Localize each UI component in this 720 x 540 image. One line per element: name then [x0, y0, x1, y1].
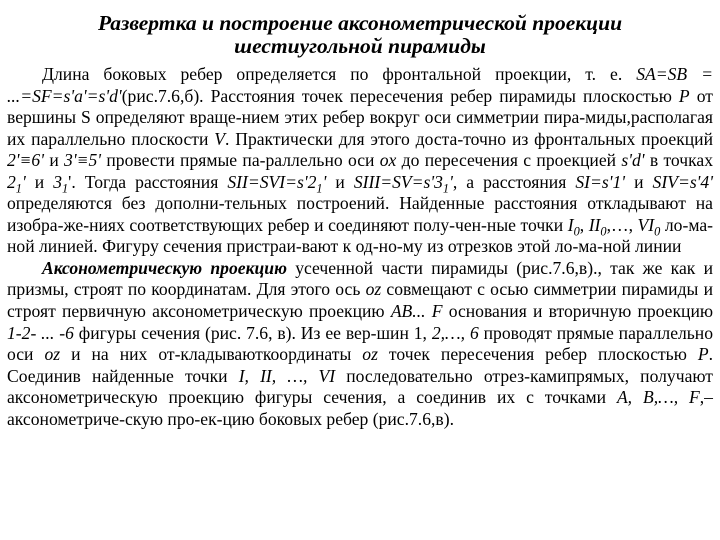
text-span: усеченной части пирамиды (рис.7.6,в)., так же как и призмы, строят по координатам. Для этого ось	[7, 257, 713, 300]
formula-span: '	[449, 171, 453, 192]
subscript: 0	[573, 224, 580, 239]
formula-span: s'd'	[621, 150, 645, 171]
subscript: 0	[654, 224, 661, 239]
text-span: проводят прямые параллельно оси	[7, 322, 714, 365]
text-span: от вершины S определяют враще-нием этих ребер вокруг оси симметрии пира-миды,располагая их параллельно плоскости	[7, 85, 713, 149]
text-span: совмещают с осью симметрии пирамиды и строят первичную аксонометрическую проекцию	[7, 279, 713, 322]
text-span: ло-ма-ной линией. Фигуру сечения пристраи-вают к од-но-му из отрезков этой ло-ма-ной линии	[7, 214, 714, 257]
subscript: 0	[600, 224, 607, 239]
text-span: '. Тогда расстояния	[68, 171, 228, 192]
text-span: . Практически для этого доста-точно из фронтальных проекций	[224, 128, 713, 149]
formula-span: ox	[379, 150, 397, 171]
formula-span: AB... F	[390, 301, 443, 322]
text-span: ,…,	[606, 214, 638, 235]
paragraph-edge-lengths	[7, 64, 713, 258]
formula-span: SII=SVI=s'2	[227, 171, 317, 192]
subscript: 1	[316, 181, 323, 196]
title-line-1: Развертка и построение аксонометрической проекции	[97, 11, 623, 35]
text-span: последовательно отрез-камипрямых, получают аксонометрическую проекцию фигуры сечения, а соединив их с точками	[7, 365, 713, 408]
text-span: , а расстояния	[452, 171, 576, 192]
formula-span: P	[678, 85, 690, 106]
subscript: 1	[62, 181, 69, 196]
text-span: и	[44, 150, 65, 171]
page-title	[0, 0, 720, 58]
formula-span: 2	[7, 171, 16, 192]
formula-span: 2'≡6'	[7, 150, 44, 171]
emphasis-term: Аксонометрическую проекцию	[42, 257, 287, 278]
formula-span: 2,…, 6	[431, 322, 479, 343]
formula-span: P	[697, 344, 709, 365]
text-span: и на них от-кладываюткоординаты	[60, 344, 363, 365]
text-span: фигуры сечения (рис. 7.6, в). Из ее вер-шин 1,	[73, 322, 432, 343]
text-span: определяются без дополни-тельных построений. Найденные расстояния откладывают на изобра-же-ниях соответствующих ребер и соединяют полу-чен-ные точки	[7, 193, 713, 235]
text-span: точек пересечения ребер плоскостью	[377, 344, 698, 365]
text-span: ,– аксонометриче-скую про-ек-цию боковых ребер (рис.7.6,в).	[7, 387, 713, 429]
text-span: и	[25, 171, 54, 192]
body-text	[7, 64, 713, 430]
text-span: (рис.7.6,б). Расстояния точек пересечения ребер пирамиды плоскостью	[121, 85, 679, 106]
subscript: 1	[442, 181, 450, 196]
formula-span: 1-2- ... -6	[7, 322, 74, 343]
formula-span: SIII=SV=s'3	[353, 171, 443, 192]
formula-span: oz	[362, 344, 378, 365]
formula-span: I	[567, 214, 574, 235]
text-span: основания и вторичную проекцию	[442, 301, 713, 322]
text-span: Длина боковых ребер определяется по фронтальной проекции, т. е.	[42, 64, 637, 84]
text-span: и	[326, 171, 354, 192]
formula-span: '	[21, 171, 26, 192]
formula-span: '	[322, 171, 327, 192]
text-span: в точках	[644, 150, 713, 171]
formula-span: 3	[53, 171, 63, 192]
formula-span: SIV=s'4'	[652, 171, 713, 192]
text-span: . Соединив найденные точки	[7, 344, 713, 386]
formula-span: II	[588, 214, 601, 235]
formula-span: A, B,…, F	[616, 387, 700, 408]
formula-span: V	[214, 128, 225, 149]
formula-span: SI=s'1'	[575, 171, 626, 192]
formula-span: oz	[365, 279, 382, 300]
paragraph-axonometric	[7, 258, 713, 430]
formula-span: 3'≡5'	[64, 150, 102, 171]
text-span: и	[625, 171, 653, 192]
formula-span: oz	[44, 344, 61, 365]
text-span: ,	[579, 214, 589, 235]
title-line-2: шестиугольной пирамиды	[234, 34, 486, 58]
text-span: до пересечения с проекцией	[396, 150, 622, 171]
formula-span: SA=SB = ...=SF=s'a'=s'd'	[7, 64, 713, 106]
subscript: 1	[15, 181, 22, 196]
text-span: провести прямые па-раллельно оси	[101, 150, 380, 171]
formula-span: I, II, …, VI	[238, 365, 336, 386]
formula-span: VI	[637, 214, 655, 235]
